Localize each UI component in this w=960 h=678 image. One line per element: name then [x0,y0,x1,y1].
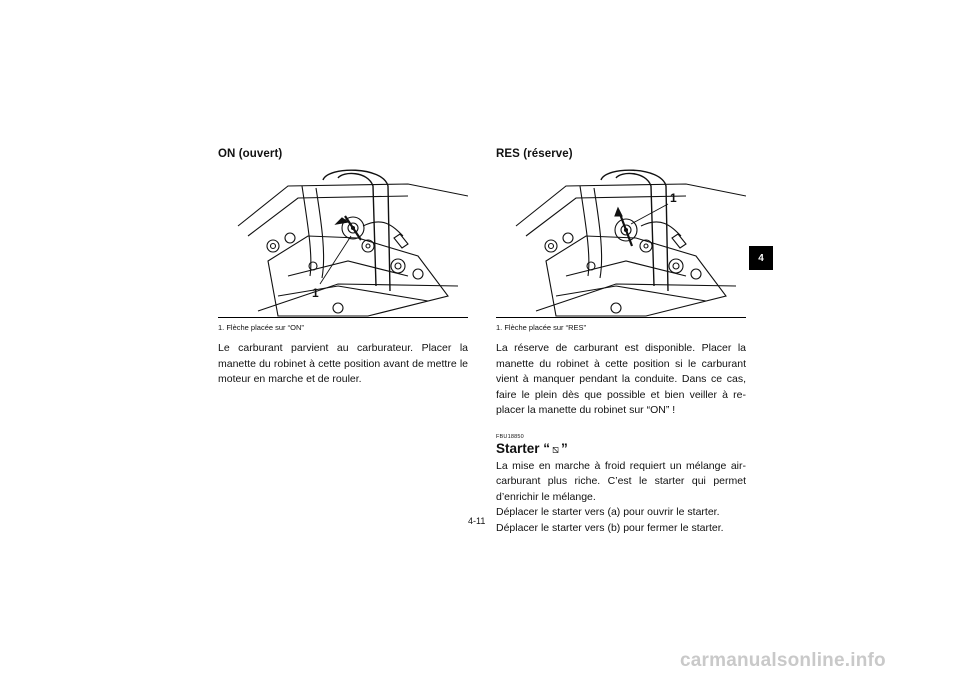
on-heading: ON (ouvert) [218,148,283,160]
starter-title-suffix: ” [561,440,568,456]
callout-number: 1 [670,191,677,205]
starter-paragraph: Déplacer le starter vers (b) pour fermer le starter. [496,521,724,534]
on-description: Le carburant parvient au carburateur. Placer la manette du robinet à cette position avant de mettre le moteur en marche et de rouler. [218,342,468,385]
fuel-cock-res-illustration [496,166,746,318]
right-column [496,148,746,536]
callout-number: 1 [312,286,319,300]
starter-description [496,459,746,537]
starter-title-prefix: Starter “ [496,440,551,456]
figure-caption: 1. Flèche placée sur “RES” [496,323,587,332]
left-column [218,148,468,388]
starter-paragraph: Déplacer le starter vers (a) pour ouvrir le starter. [496,506,720,518]
fuel-cock-on-illustration [218,166,468,318]
starter-title [496,441,746,457]
res-description: La réserve de carburant est disponible. Placer la manette du robinet à cette position si le carburant vient à manquer pendant la conduite. Dans ce cas, faire le plein dès que possible et bien veiller à re-placer la manette du robinet sur “ON” ! [496,342,746,416]
res-heading: RES (réserve) [496,148,573,160]
choke-icon: ⧅ [552,443,560,456]
chapter-tab: 4 [749,246,773,270]
section-code: FBU18850 [496,433,524,440]
figure-caption: 1. Flèche placée sur “ON” [218,323,304,332]
fuel-cock-res-figure [496,166,746,318]
watermark: carmanualsonline.info [680,650,886,671]
page-number: 4-11 [468,516,486,526]
starter-paragraph: La mise en marche à froid requiert un mélange air-carburant plus riche. C’est le starter qui permet d’enrichir le mélange. [496,459,746,503]
fuel-cock-on-figure [218,166,468,318]
